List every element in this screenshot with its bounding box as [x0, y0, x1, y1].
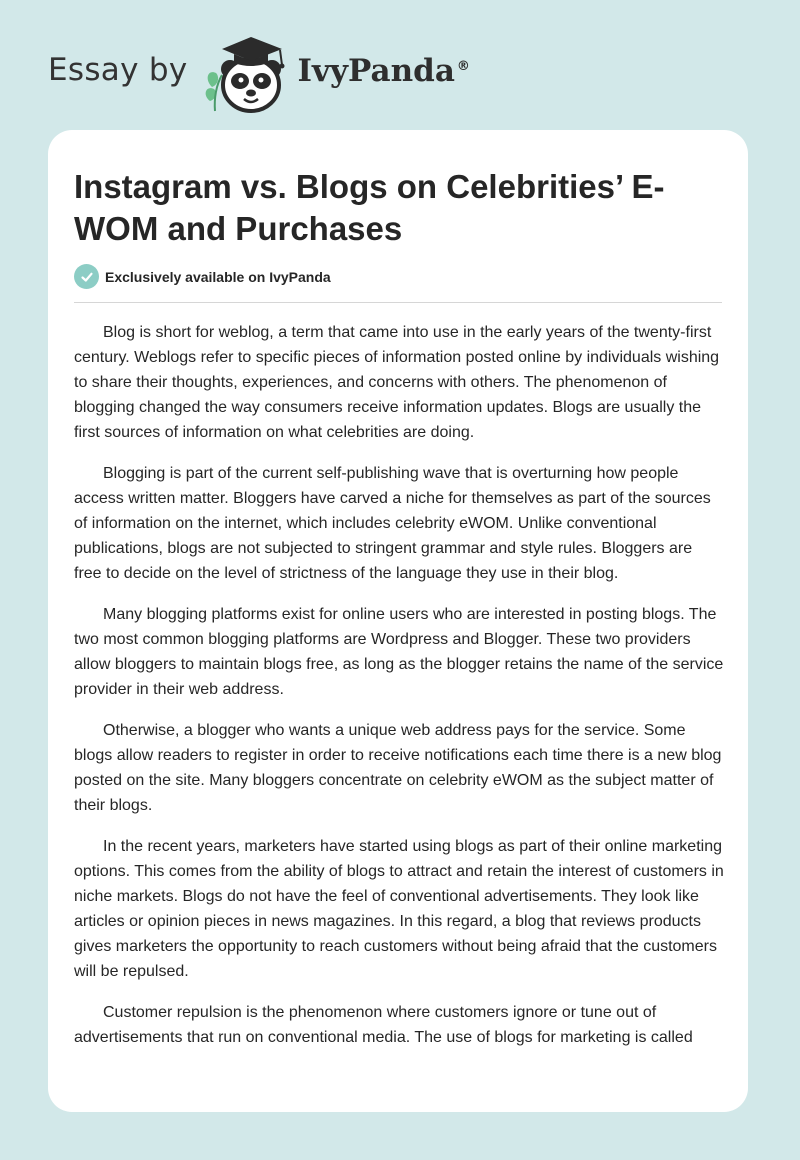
exclusive-badge — [74, 264, 331, 289]
paragraph: Blog is short for weblog, a term that came into use in the early years of the twenty-first century. Weblogs refer to specific pieces of information posted online by individuals wishing to share their thoughts, experiences, and concerns with others. The phenomenon of blogging changed the way consumers receive information updates. Blogs are usually the first sources of information on what celebrities are doing. — [74, 324, 720, 441]
paragraph: Blogging is part of the current self-publishing wave that is overturning how people access written matter. Bloggers have carved a niche for themselves as part of the sources of information on the internet, which includes celebrity eWOM. Unlike conventional publications, blogs are not subjected to stringent grammar and style rules. Bloggers are free to decide on the level of strictness of the language they use in their blog. — [74, 465, 711, 582]
brand-name[interactable] — [298, 53, 470, 89]
paragraph: Many blogging platforms exist for online users who are interested in posting blogs. The two most common blogging platforms are Wordpress and Blogger. These two providers allow bloggers to maintain blogs free, as long as the blogger retains the name of the service provider in their web address. — [74, 606, 724, 698]
panda-graduate-logo-icon[interactable] — [202, 29, 294, 117]
divider — [74, 302, 722, 303]
registered-mark: ® — [456, 58, 470, 74]
checkmark-icon — [74, 264, 99, 289]
essay-by-label: Essay by — [48, 52, 188, 88]
paragraph: In the recent years, marketers have started using blogs as part of their online marketing options. This comes from the ability of blogs to attract and retain the interest of customers in niche markets. Blogs do not have the feel of conventional advertisements. They look like articles or opinion pieces in news magazines. In this regard, a blog that reviews products gives marketers the opportunity to reach customers without being afraid that the customers will be repulsed. — [74, 838, 724, 980]
essay-body — [74, 320, 724, 1066]
essay-card — [48, 130, 748, 1112]
brand-name-text: IvyPanda — [297, 53, 455, 89]
paragraph: Customer repulsion is the phenomenon where customers ignore or tune out of advertisements that run on conventional media. The use of blogs for marketing is called — [74, 1004, 693, 1046]
exclusive-label: Exclusively available on IvyPanda — [105, 268, 331, 285]
paragraph: Otherwise, a blogger who wants a unique web address pays for the service. Some blogs allow readers to register in order to receive notifications each time there is a new blog posted on the site. Many bloggers concentrate on celebrity eWOM as the subject matter of their blogs. — [74, 722, 722, 814]
site-header — [48, 28, 470, 118]
essay-title: Instagram vs. Blogs on Celebrities’ E-WOM and Purchases — [74, 168, 665, 247]
